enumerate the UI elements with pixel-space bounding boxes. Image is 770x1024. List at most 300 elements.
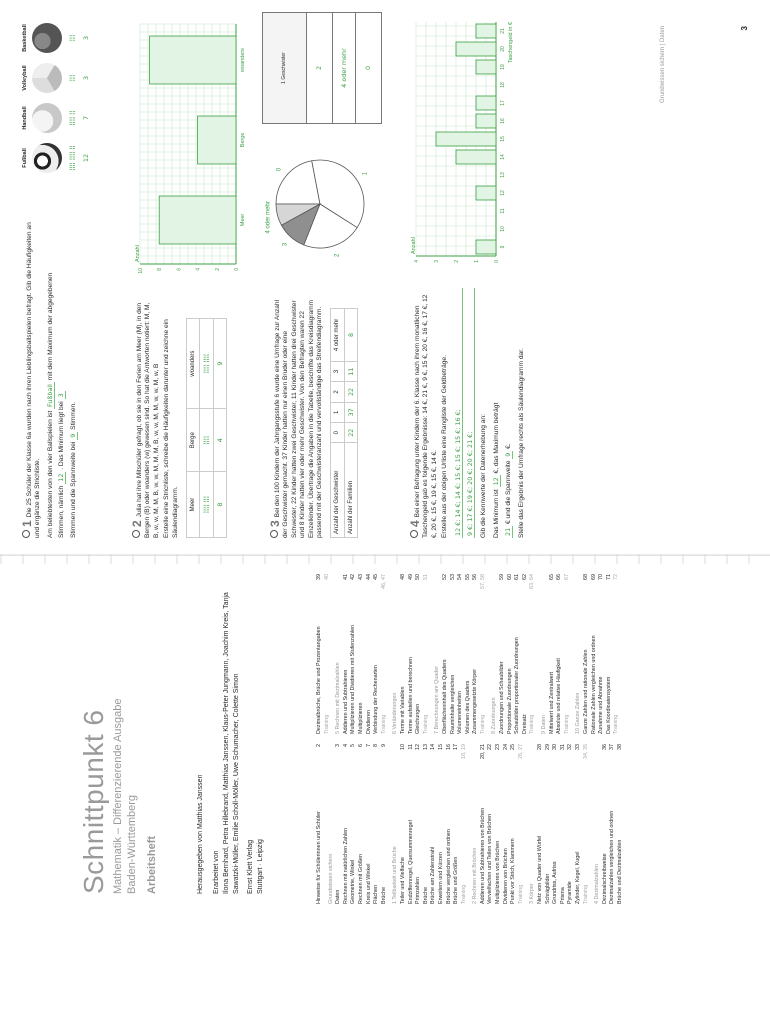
toc-page: 30 (552, 744, 559, 750)
toc-entry (480, 744, 488, 904)
toc-entry (472, 574, 480, 734)
answer-min[interactable]: 12 (491, 477, 500, 486)
x-tick-label: 14 (500, 154, 506, 160)
toc-entry (499, 574, 507, 734)
toc-page: 7 (365, 744, 372, 747)
toc-entry (575, 574, 583, 734)
toc-entry (366, 574, 374, 734)
toc-entry (423, 744, 431, 904)
task-2 (132, 298, 227, 538)
toc-entry (438, 744, 446, 904)
answer-range[interactable]: 9 (504, 452, 513, 457)
toc-entry (434, 574, 442, 734)
count-cell[interactable]: 9 (213, 319, 226, 409)
toc-title: Dezimalschreibweise (601, 853, 608, 904)
difficulty-dot-icon (22, 530, 30, 538)
task-3-table (330, 308, 358, 538)
toc-title: Absolute und relative Häufigkeit (556, 658, 563, 734)
toc-entry (529, 574, 537, 734)
task-1-line2-mid: . Das Minimum liegt bei (58, 401, 66, 470)
publisher-city: Stuttgart · Leipzig (257, 839, 264, 894)
toc-entry (552, 744, 560, 904)
toc-page: 17 (453, 744, 460, 750)
toc-entry (537, 744, 545, 904)
bar (476, 114, 496, 128)
toc-page: 31 (559, 744, 566, 750)
answer-max[interactable]: 21 (504, 527, 513, 536)
toc-page: 67 (563, 574, 570, 580)
ball-table (22, 18, 122, 178)
toc-title: Brüche vergleichen und ordnen (445, 829, 452, 904)
y-axis-label: Anzahl (411, 237, 417, 254)
toc-entry (316, 744, 324, 904)
toc-title: 4 Dezimalzahlen (594, 864, 601, 904)
toc-title: Addieren und Subtrahieren (342, 669, 349, 734)
x-tick-label: woanders (240, 48, 246, 72)
toc-title: Dezimalzahlen vergleichen und ordnen (609, 810, 616, 904)
book-region: Baden-Württemberg (126, 794, 138, 894)
publisher: Ernst Klett Verlag (247, 839, 254, 894)
toc-page: 50 (415, 574, 422, 580)
toc-title: Multiplizieren und Dividieren mit Stufenzahlen (350, 624, 357, 734)
toc-entry (373, 574, 381, 734)
ranking-line-1[interactable]: 12 €; 14 €; 14 €; 15 €; 15 €; 15 €; 16 €; (454, 288, 463, 538)
count-cell[interactable]: 8 (213, 472, 226, 538)
x-tick-label: 19 (500, 64, 506, 70)
toc-title: Schrägbilder (544, 873, 551, 904)
y-tick-label: 0 (494, 260, 500, 263)
toc-title: Training (479, 714, 486, 734)
bar (476, 186, 496, 200)
toc-entry (583, 744, 591, 904)
toc-page: 39 (316, 574, 322, 580)
x-tick-label: 13 (500, 172, 506, 178)
answer-range[interactable]: 9 (68, 433, 77, 438)
page-number: 3 (740, 26, 749, 31)
publisher-block (246, 839, 266, 894)
book-subtitle: Mathematik – Differenzierende Ausgabe (112, 698, 124, 894)
x-tick-label: 15 (500, 136, 506, 142)
x-tick-label: Berge (240, 132, 246, 148)
answer-sport[interactable]: Fußball (45, 384, 54, 407)
sport-label: Fußball (22, 148, 28, 168)
value-cell[interactable]: 37 (344, 402, 357, 422)
toc-page: 69 (590, 574, 597, 580)
toc-title: Brüche und Dezimalzahlen (616, 839, 623, 904)
count: 3 (82, 35, 90, 41)
x-tick-label: 17 (500, 100, 506, 106)
toc-entry (617, 744, 625, 904)
value-cell[interactable]: 22 (344, 423, 357, 443)
strip-segment[interactable]: 4 oder mehr (333, 13, 356, 123)
toc-entry (602, 744, 610, 904)
count: 12 (82, 153, 90, 163)
toc-title: Brüche (380, 886, 387, 904)
toc-right-column (316, 574, 621, 734)
toc-page: 48 (399, 574, 406, 580)
task-1-line3-post: Stimmen. (69, 401, 77, 430)
toc-title: Oberflächeninhalt des Quaders (441, 659, 448, 734)
toc-page: 68 (583, 574, 589, 580)
pie-chart-siblings (262, 134, 382, 274)
toc-entry (350, 574, 358, 734)
basketball-icon (32, 23, 62, 53)
toc-entry (591, 574, 599, 734)
toc-page: 42 (350, 574, 357, 580)
toc-title: Geometrie, Winkel (350, 859, 357, 904)
x-tick-label: 16 (500, 118, 506, 124)
tally-cell[interactable]: ¦¦¦¦ ¦¦¦¦ (200, 319, 213, 409)
toc-page: 61 (514, 574, 521, 580)
toc-entry (480, 574, 488, 734)
toc-page: 57, 58 (479, 574, 486, 589)
sport-label: Volleyball (22, 65, 28, 91)
toc-title: Zuordnungen und Schaubilder (499, 661, 506, 734)
toc-title: Prisma (559, 887, 566, 904)
bar (456, 150, 496, 164)
toc-entry (609, 744, 617, 904)
difficulty-dot-icon (132, 530, 140, 538)
col-header: 1 (331, 402, 344, 422)
toc-entry (457, 574, 465, 734)
toc-entry (415, 744, 423, 904)
task-2-number: 2 (130, 520, 144, 527)
toc-title: Schaubilder proportionaler Zuordnungen (514, 637, 521, 734)
ranking-line-2[interactable]: 9 €; 17 €; 19 €; 20 €; 20 €; 21 €; (466, 288, 475, 538)
toc-title: Training (380, 714, 387, 734)
toc-page: 60 (506, 574, 513, 580)
toc-entry (350, 744, 358, 904)
col-header: 2 (331, 382, 344, 402)
y-tick-label: 10 (138, 268, 144, 274)
toc-entry (549, 574, 557, 734)
toc-page: 38 (616, 744, 623, 750)
toc-page (392, 574, 400, 580)
tally-cell[interactable]: ¦¦¦¦ (200, 409, 213, 472)
tally: ¦¦¦¦ ¦¦¦¦ ¦¦ (68, 145, 76, 171)
y-tick-label: 2 (214, 268, 221, 271)
task-4-q1: Gib die Kennwerte der Datenerhebung an: (480, 414, 488, 538)
max-post: € und die Spannweite (505, 460, 513, 525)
value-cell[interactable]: 22 (344, 382, 357, 402)
authors-label: Erarbeitet von (213, 850, 220, 894)
toc-entry (507, 574, 515, 734)
toc-entry (472, 744, 480, 904)
toc-title: Training (529, 714, 536, 734)
value-cell[interactable]: 11 (344, 361, 357, 381)
toc-title: Erweitern und Kürzen (437, 852, 444, 904)
strip-diagram (262, 12, 382, 124)
toc-page: 52 (441, 574, 448, 580)
toc-title: Brüche am Zahlenstrahl (430, 846, 437, 904)
toc-title: Terme mit Variablen (399, 686, 406, 734)
toc-title: Gleichungen (415, 703, 422, 734)
toc-page: 9 (380, 744, 387, 747)
bar (198, 116, 236, 164)
y-tick-label: 8 (157, 268, 164, 271)
toc-title: Pyramide (567, 881, 574, 904)
bar-chart-pocket-money (408, 12, 518, 278)
toc-entry (491, 574, 499, 734)
count-cell[interactable]: 4 (213, 409, 226, 472)
toc-page: 70 (598, 574, 605, 580)
toc-title: Rechnen mit natürlichen Zahlen (342, 827, 349, 904)
toc-page: 34, 35 (582, 744, 589, 759)
toc-entry (567, 744, 575, 904)
toc-title: Training (460, 884, 467, 904)
difficulty-dot-icon (410, 530, 418, 538)
toc-title: Rauminhalte vergleichen (449, 674, 456, 734)
toc-entry (503, 744, 511, 904)
toc-title: Daten (335, 889, 342, 904)
tally-cell[interactable]: ¦¦¦¦ ¦¦¦ (200, 472, 213, 538)
toc-page (491, 574, 499, 580)
toc-entry (487, 744, 495, 904)
min-post: €, das Maximum beträgt (492, 402, 500, 474)
toc-page (594, 744, 602, 750)
toc-page: 32 (567, 744, 574, 750)
task-4-text2: Erstelle aus der obigen Urliste eine Rangliste der Geldbeträge. (441, 355, 449, 538)
y-tick-label: 4 (414, 260, 420, 263)
toc-entry (343, 744, 351, 904)
bar (456, 42, 496, 56)
y-tick-label: 2 (454, 260, 460, 263)
toc-page: 37 (609, 744, 616, 750)
pie-label: 3 (282, 242, 289, 247)
toc-page: 51 (422, 574, 429, 580)
credits (196, 574, 242, 894)
toc-entry (606, 574, 614, 734)
x-tick-label: 10 (500, 226, 506, 232)
toc-entry (529, 744, 537, 904)
bar (476, 96, 496, 110)
toc-title: Mittelwert und Zentralwert (548, 671, 555, 734)
toc-entry (343, 574, 351, 734)
task-2-table (186, 318, 227, 538)
x-tick-label: 18 (500, 82, 506, 88)
cover-page (0, 554, 770, 1024)
toc-entry (400, 744, 408, 904)
y-tick-label: 3 (434, 260, 440, 263)
col-header: 0 (331, 423, 344, 443)
toc-page (575, 574, 583, 580)
toc-entry (564, 574, 572, 734)
toc-entry (453, 744, 461, 904)
toc-page: 13 (422, 744, 429, 750)
toc-page (434, 574, 442, 580)
volleyball-icon (32, 63, 62, 93)
bar (150, 36, 236, 84)
toc-entry (415, 574, 423, 734)
pie-label: 4 oder mehr (265, 201, 272, 234)
answer-max[interactable]: 12 (57, 473, 66, 482)
toc-entry (461, 744, 469, 904)
toc-page: 18, 19 (460, 744, 467, 759)
x-axis-label: Taschengeld in € (508, 22, 514, 64)
toc-title: Rechnen mit Größen (357, 853, 364, 904)
toc-page: 71 (605, 574, 612, 580)
bar-chart-holidays (132, 14, 252, 284)
x-tick-label: Meer (240, 213, 246, 227)
toc-entry (594, 744, 602, 904)
count: 7 (82, 115, 90, 121)
toc-entry (541, 574, 549, 734)
title-block (78, 699, 158, 894)
toc-title: Dividieren von Brüchen (502, 848, 509, 904)
toc-page: 24 (502, 744, 509, 750)
toc-page (541, 574, 549, 580)
toc-page: 26, 27 (517, 744, 524, 759)
toc-title: Hinweise für Schülerinnen und Schüler (316, 811, 322, 904)
task-3-text: Bei den 100 Kindern der Jahrgangsstufe 6 wurde eine Umfrage zur Anzahl der Geschwister gemacht. 37 Kinder hatten nur einen Bruder oder eine Schwester, 22 Kinder hatten zwei Geschwister, 11 Kinder hatten drei Geschwister und 8 Kinder hatten vier oder mehr Geschwister. Von den Befragten waren 22 Einzelkinder. Übertrage die Angaben in die Tabelle, beschrifte das Kreisdiagramm passend mit der Geschwisteranzahl und vervollständige das Streifendiagramm. (274, 299, 324, 538)
toc-title: Grundwissen sichern (327, 853, 334, 904)
toc-page: 2 (316, 744, 322, 747)
task-1-line2-pre: Stimmen, nämlich (58, 485, 66, 538)
toc-title: Terme aufstellen und berechnen (407, 656, 414, 734)
toc-page: 20, 21 (479, 744, 486, 759)
range-post: €. (505, 443, 513, 449)
toc-title: Brüche und Größen (453, 856, 460, 904)
toc-title: 2 Rechnen mit Brüchen (472, 847, 479, 904)
toc-page: 43 (357, 574, 364, 580)
count: 3 (82, 75, 90, 81)
toc-title: 3 Körper (529, 883, 536, 904)
toc-page (472, 744, 480, 750)
toc-page: 40 (323, 574, 330, 580)
toc-page: 28 (537, 744, 544, 750)
task-2-text2: Erstelle eine Strichliste, schreibe die Häufigkeiten darunter und zeichne ein Säulendiagramm. (163, 319, 179, 538)
sport-label: Handball (22, 106, 28, 130)
toc-entry (316, 574, 324, 734)
bar (159, 196, 236, 244)
toc-title: Training (323, 714, 330, 734)
toc-page (392, 744, 400, 750)
toc-entry (328, 744, 336, 904)
task-3 (270, 298, 358, 538)
toc-title: Dividieren (365, 710, 372, 734)
task-1-line1-post: mit dem Maximum der abgegebenen (46, 272, 54, 381)
col-header: Meer (187, 472, 200, 538)
toc-entry (335, 574, 343, 734)
toc-entry (366, 744, 374, 904)
toc-page: 44 (365, 574, 372, 580)
bar (476, 24, 496, 38)
x-tick-label: 9 (500, 245, 506, 249)
toc-page: 46, 47 (380, 574, 387, 589)
toc-title: Training (613, 714, 620, 734)
min-pre: Das Minimum ist (492, 489, 500, 538)
toc-page: 55 (464, 574, 471, 580)
toc-title: Vervielfachen und Teilen von Brüchen (487, 813, 494, 904)
strip-segment[interactable]: 2 (307, 13, 333, 123)
toc-page: 15 (437, 744, 444, 750)
toc-entry (392, 574, 400, 734)
pie-label: 1 (362, 171, 369, 176)
task-1-line1-pre: Am beliebtesten von den vier Ballspielen ist (46, 410, 54, 538)
toc-entry (408, 744, 416, 904)
toc-page: 49 (407, 574, 414, 580)
toc-page: 63, 64 (529, 574, 536, 589)
strip-segment[interactable]: 0 (364, 65, 373, 71)
row-label: Anzahl der Geschwister (331, 443, 344, 538)
answer-min[interactable]: 3 (57, 393, 66, 398)
toc-page: 72 (613, 574, 620, 580)
tally: ¦¦¦ (68, 34, 76, 42)
task-4 (410, 288, 526, 538)
toc-title: Grundriss, Aufriss (552, 861, 559, 904)
toc-page: 56 (472, 574, 479, 580)
toc-entry (400, 574, 408, 734)
toc-page: 16 (445, 744, 452, 750)
toc-entry (556, 574, 564, 734)
toc-page: 10 (399, 744, 406, 750)
toc-page (335, 574, 343, 580)
toc-page: 4 (342, 744, 349, 747)
toc-entry (598, 574, 606, 734)
toc-title: Training (422, 714, 429, 734)
toc-title: Zusammengesetzte Körper (472, 668, 479, 734)
toc-page: 5 (350, 744, 357, 747)
toc-title: Verbindung der Rechenarten (373, 665, 380, 734)
task-1 (22, 218, 78, 538)
toc-page: 62 (521, 574, 528, 580)
toc-title: 5 Rechnen mit Dezimalzahlen (335, 662, 342, 734)
toc-title: Training (563, 714, 570, 734)
toc-entry (430, 744, 438, 904)
toc-entry (358, 574, 366, 734)
toc-entry (495, 744, 503, 904)
difficulty-dot-icon (270, 530, 278, 538)
toc-page: 12 (415, 744, 422, 750)
toc-entry (465, 574, 473, 734)
toc-page: 11 (407, 744, 414, 750)
bar (476, 60, 496, 74)
toc-title: Dreisatz (521, 714, 528, 734)
col-header: 3 (331, 361, 344, 381)
toc-entry (373, 744, 381, 904)
toc-title: 9 Daten (541, 715, 548, 734)
tally: ¦¦¦ (68, 74, 76, 82)
toc-entry (518, 744, 526, 904)
toc-page: 33 (575, 744, 581, 750)
toc-page: 41 (342, 574, 349, 580)
toc-title: Volumen des Quaders (464, 680, 471, 734)
toc-page: 3 (335, 744, 342, 747)
toc-title: Punkt vor Strich, Klammern (510, 838, 517, 904)
x-tick-label: 21 (500, 28, 506, 34)
bar (436, 132, 496, 146)
y-tick-label: 0 (234, 268, 240, 271)
toc-page: 53 (449, 574, 456, 580)
toc-entry (514, 574, 522, 734)
toc-entry (381, 574, 389, 734)
toc-title: Proportionale Zuordnungen (506, 668, 513, 734)
toc-entry (358, 744, 366, 904)
toc-title: Addieren und Subtrahieren von Brüchen (479, 807, 486, 904)
toc-title: Multiplizieren (357, 702, 364, 734)
value-cell[interactable]: 8 (344, 309, 357, 362)
toc-entry (613, 574, 621, 734)
sport-label: Basketball (22, 24, 28, 52)
toc-entry (324, 574, 332, 734)
toc-entry (575, 744, 583, 904)
toc-title: Zunahme und Abnahme (598, 676, 605, 734)
toc-entry (583, 574, 591, 734)
y-tick-label: 1 (474, 260, 480, 263)
toc-title: Endziffernregel, Quersummenregel (407, 820, 414, 904)
toc-entry (545, 744, 553, 904)
toc-title: Kreis und Winkel (365, 863, 372, 904)
